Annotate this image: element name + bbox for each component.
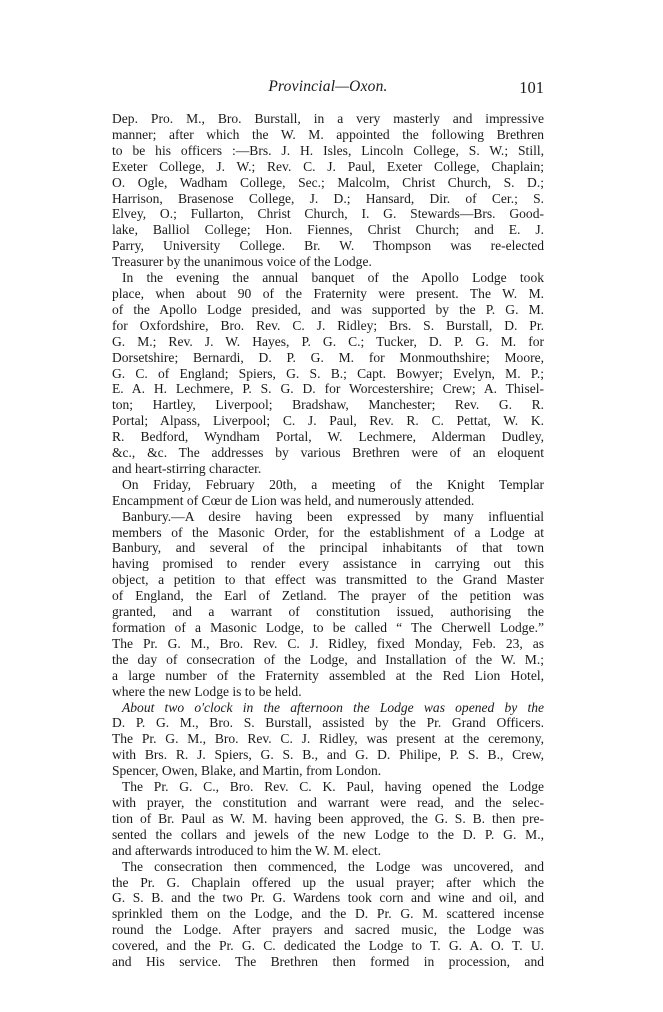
text-line: formation of a Masonic Lodge, to be called “ The Cherwell Lodge.” <box>112 620 544 635</box>
text-line: manner; after which the W. M. appointed the following Brethren <box>112 126 544 142</box>
text-line: Portal; Alpass, Liverpool; C. J. Paul, Rev. R. C. Pettat, W. K. <box>112 413 544 429</box>
text-line: D. P. G. M., Bro. S. Burstall, assisted by the Pr. Grand Officers. <box>112 715 544 731</box>
text-line: the Pr. G. Chaplain offered up the usual prayer; after which the <box>112 874 544 890</box>
text-line: Spencer, Owen, Blake, and Martin, from London. <box>112 763 382 779</box>
text-line: having promised to render every assistance in carrying out this <box>112 556 544 572</box>
text-line: where the new Lodge is to be held. <box>112 683 302 699</box>
text-line: and His service. The Brethren then formed in procession, and <box>112 954 544 970</box>
text-line: Encampment of Cœur de Lion was held, and numerously attended. <box>112 492 475 508</box>
text-line: The Pr. G. C., Bro. Rev. C. K. Paul, having opened the Lodge <box>122 779 544 795</box>
text-line: Elvey, O.; Fullarton, Christ Church, I. G. Stewards—Brs. Good- <box>112 206 544 222</box>
text-line: and heart-stirring character. <box>112 460 262 476</box>
text-line: On Friday, February 20th, a meeting of the Knight Templar <box>122 476 544 492</box>
page-number: 101 <box>519 78 544 97</box>
text-line: Treasurer by the unanimous voice of the Lodge. <box>112 254 372 270</box>
text-line: Dep. Pro. M., Bro. Burstall, in a very masterly and impressive <box>112 111 544 126</box>
text-line: The consecration then commenced, the Lodge was uncovered, and <box>122 858 544 874</box>
text-line: of England, the Earl of Zetland. The prayer of the petition was <box>112 588 544 604</box>
text-line: About two o'clock in the afternoon the Lodge was opened by the <box>122 699 544 715</box>
text-line: covered, and the Pr. G. C. dedicated the Lodge to T. G. A. O. T. U. <box>112 938 544 954</box>
text-line: Parry, University College. Br. W. Thompson was re-elected <box>112 238 544 254</box>
running-title: Provincial—Oxon. <box>268 78 388 95</box>
text-line: object, a petition to that effect was transmitted to the Grand Master <box>112 572 544 588</box>
text-line: Dorsetshire; Bernardi, D. P. G. M. for Monmouthshire; Moore, <box>112 349 544 365</box>
page-header <box>112 78 544 98</box>
text-line: and afterwards introduced to him the W. M. elect. <box>112 842 381 858</box>
text-line: Banbury, and several of the principal inhabitants of that town <box>112 540 544 556</box>
text-line: to be his officers :—Brs. J. H. Isles, Lincoln College, S. W.; Still, <box>112 142 544 158</box>
text-line: of the Apollo Lodge presided, and was supported by the P. G. M. <box>112 301 544 317</box>
text-line: granted, and a warrant of constitution issued, authorising the <box>112 604 544 620</box>
text-line: round the Lodge. After prayers and sacred music, the Lodge was <box>112 922 544 938</box>
text-line: In the evening the annual banquet of the Apollo Lodge took <box>122 270 544 286</box>
body-text <box>112 111 544 970</box>
text-line: with Brs. R. J. Spiers, G. S. B., and G. D. Philipe, P. S. B., Crew, <box>112 747 544 763</box>
text-line: sprinkled them on the Lodge, and the D. Pr. G. M. scattered incense <box>112 906 544 922</box>
text-line: ton; Hartley, Liverpool; Bradshaw, Manchester; Rev. G. R. <box>112 397 544 413</box>
text-line: Exeter College, J. W.; Rev. C. J. Paul, Exeter College, Chaplain; <box>112 158 544 174</box>
text-line: The Pr. G. M., Bro. Rev. C. J. Ridley, was present at the ceremony, <box>112 731 544 747</box>
text-line: The Pr. G. M., Bro. Rev. C. J. Ridley, fixed Monday, Feb. 23, as <box>112 635 544 651</box>
text-line: the day of consecration of the Lodge, and Installation of the W. M.; <box>112 651 544 667</box>
text-line: G. C. of England; Spiers, G. S. B.; Capt. Bowyer; Evelyn, M. P.; <box>112 365 544 381</box>
text-line: E. A. H. Lechmere, P. S. G. D. for Worcestershire; Crew; A. Thisel- <box>112 381 544 397</box>
text-line: sented the collars and jewels of the new Lodge to the D. P. G. M., <box>112 826 544 842</box>
text-line: G. M.; Rev. J. W. Hayes, P. G. C.; Tucker, D. P. G. M. for <box>112 333 544 349</box>
text-line: place, when about 90 of the Fraternity were present. The W. M. <box>112 285 544 301</box>
text-line: O. Ogle, Wadham College, Sec.; Malcolm, Christ Church, S. D.; <box>112 174 544 190</box>
text-line: lake, Balliol College; Hon. Fiennes, Christ Church; and E. J. <box>112 222 544 238</box>
text-line: Banbury.—A desire having been expressed by many influential <box>122 508 544 524</box>
text-line: &c., &c. The addresses by various Brethren were of an eloquent <box>112 445 544 461</box>
text-line: tion of Br. Paul as W. M. having been approved, the G. S. B. then pre- <box>112 810 544 826</box>
text-line: G. S. B. and the two Pr. G. Wardens took corn and wine and oil, and <box>112 890 544 906</box>
text-line: members of the Masonic Order, for the establishment of a Lodge at <box>112 524 544 540</box>
text-line: with prayer, the constitution and warrant were read, and the selec- <box>112 794 544 810</box>
text-line: R. Bedford, Wyndham Portal, W. Lechmere, Alderman Dudley, <box>112 429 544 445</box>
text-line: Harrison, Brasenose College, J. D.; Hansard, Dir. of Cer.; S. <box>112 190 544 206</box>
text-line: a large number of the Fraternity assembled at the Red Lion Hotel, <box>112 667 544 683</box>
text-line: for Oxfordshire, Bro. Rev. C. J. Ridley; Brs. S. Burstall, D. Pr. <box>112 317 544 333</box>
